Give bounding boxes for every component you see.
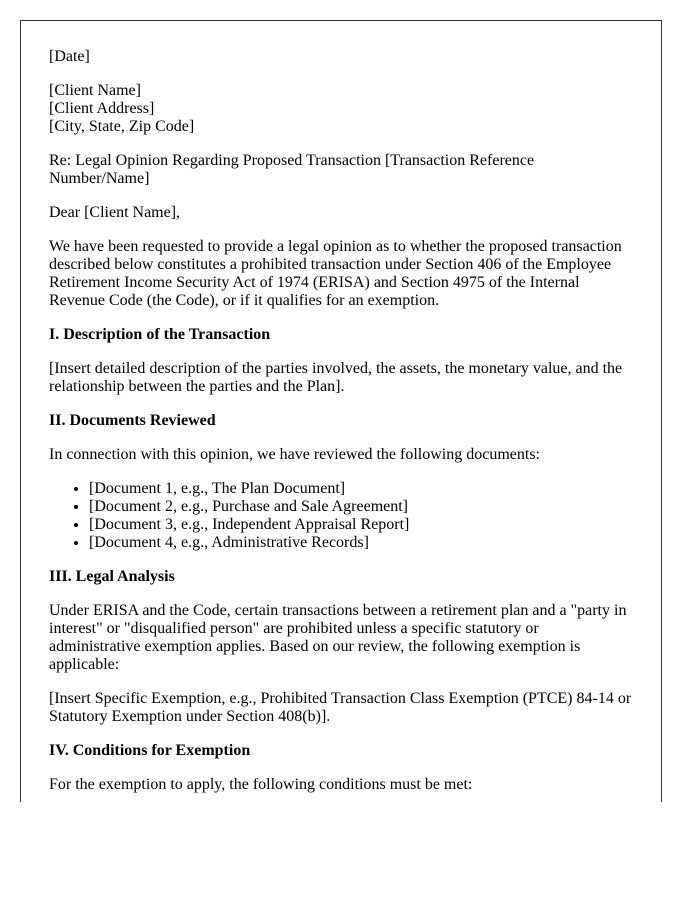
salutation: Dear [Client Name], [49,204,181,221]
section-heading-documents: II. Documents Reviewed [49,412,216,429]
list-item: • [Document 4, e.g., Administrative Records] [89,534,633,552]
document-viewport [20,20,662,802]
list-item: • [Document 1, e.g., The Plan Document] [89,480,633,498]
client-name: [Client Name] [49,82,141,99]
section-body-documents: In connection with this opinion, we have reviewed the following documents: [49,446,540,463]
client-city: [City, State, Zip Code] [49,118,195,135]
date: [Date] [49,48,90,65]
section-body-description: [Insert detailed description of the parties involved, the assets, the monetary value, and the relationship between the parties and the Plan]. [49,360,623,395]
section-body-conditions: For the exemption to apply, the following conditions must be met: [49,776,473,793]
section-heading-conditions: IV. Conditions for Exemption [49,742,251,759]
section-heading-analysis: III. Legal Analysis [49,568,175,585]
client-address-block [49,82,633,136]
section-body-exemption: [Insert Specific Exemption, e.g., Prohibited Transaction Class Exemption (PTCE) 84-14 or Statutory Exemption under Section 408(b)]. [49,690,632,725]
list-item: • [Document 3, e.g., Independent Appraisal Report] [89,516,633,534]
section-body-analysis: Under ERISA and the Code, certain transactions between a retirement plan and a "party in interest" or "disqualified person" are prohibited unless a specific statutory or administrative exemption applies. Based on our review, the following exemption is applicable: [49,602,627,673]
section-heading-description: I. Description of the Transaction [49,326,271,343]
list-item: • [Document 2, e.g., Purchase and Sale Agreement] [89,498,633,516]
legal-opinion-letter [20,20,662,802]
client-address: [Client Address] [49,100,155,117]
intro-paragraph: We have been requested to provide a legal opinion as to whether the proposed transaction described below constitutes a prohibited transaction under Section 406 of the Employee Retirement Income Security Act of 1974 (ERISA) and Section 4975 of the Internal Revenue Code (the Code), or if it qualifies for an exemption. [49,238,622,309]
re-line: Re: Legal Opinion Regarding Proposed Transaction [Transaction Reference Number/Name] [49,152,535,187]
documents-list [49,480,633,552]
